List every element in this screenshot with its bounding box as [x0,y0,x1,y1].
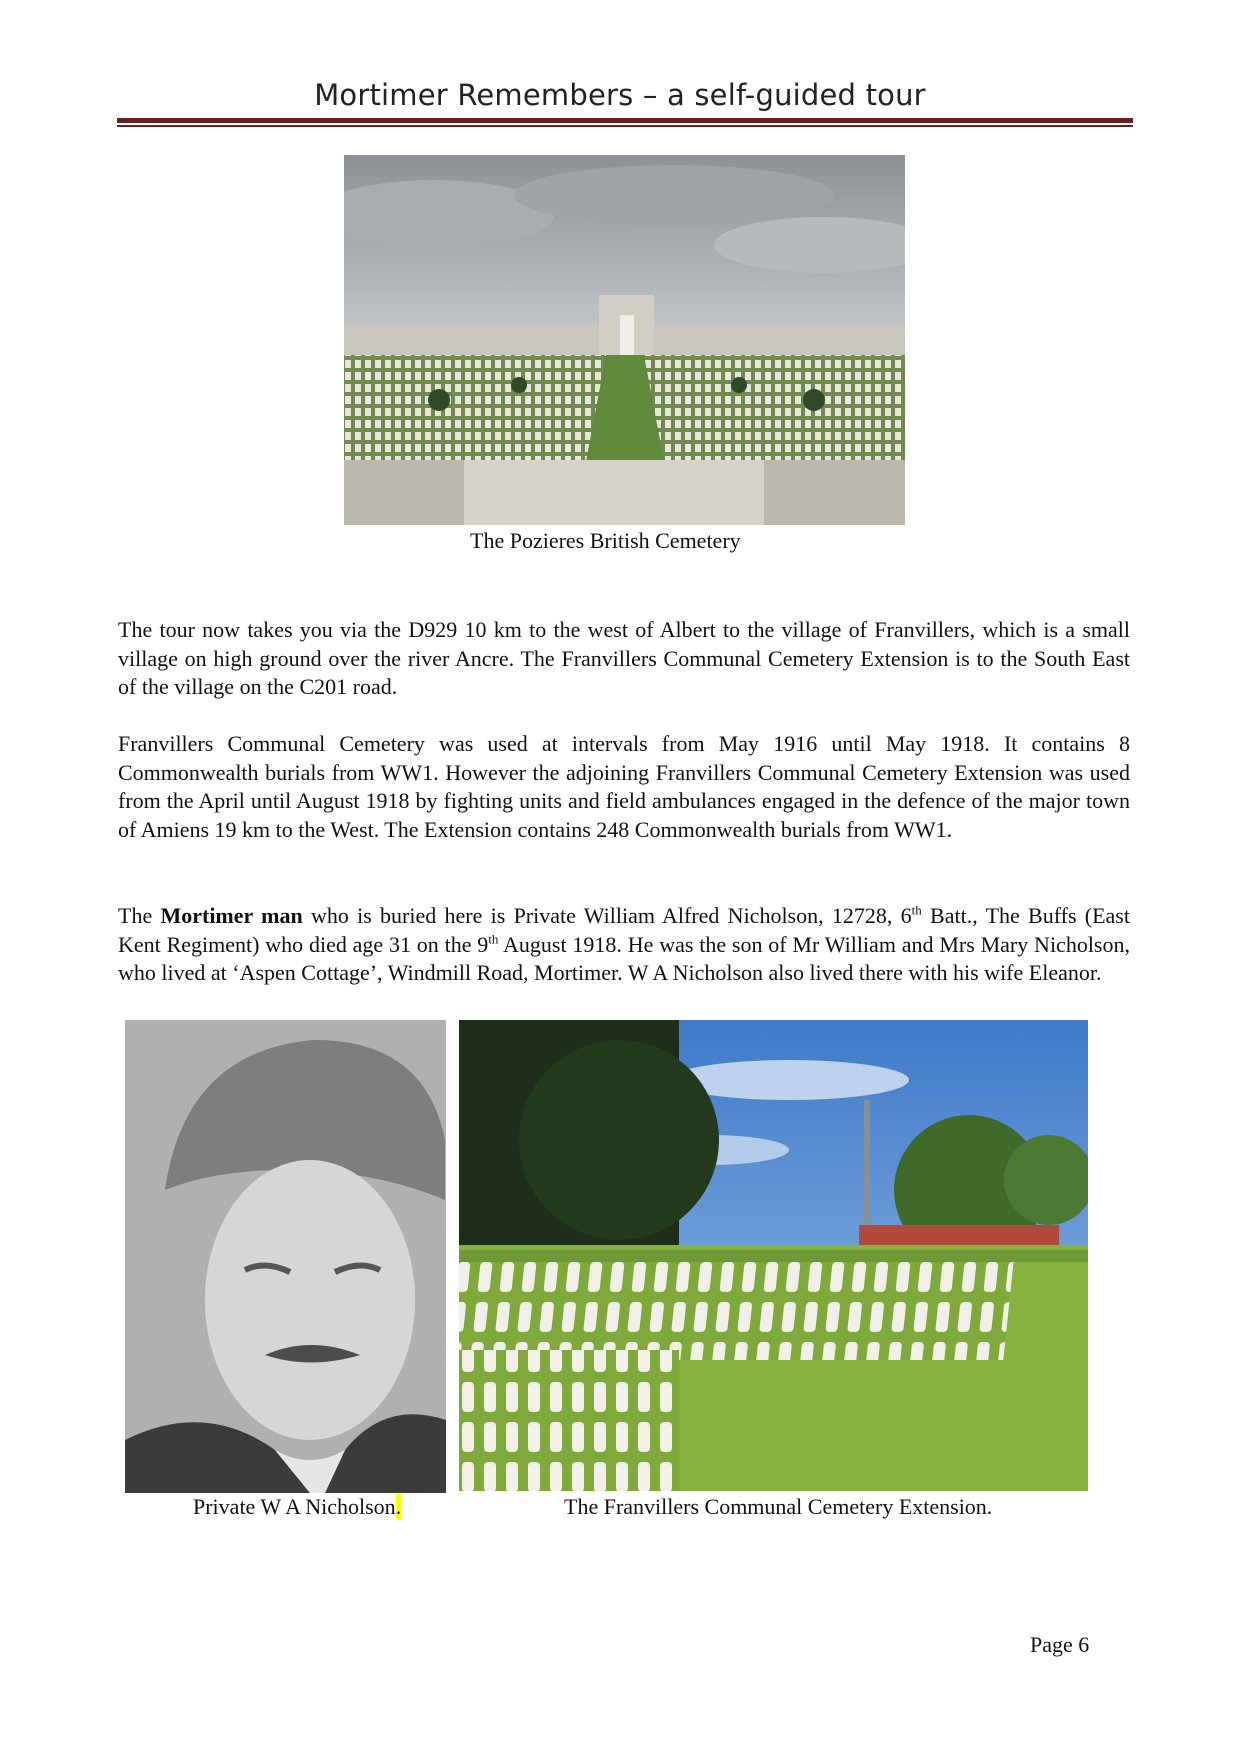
p3-text-b: Batt., The Buffs (East Kent Regiment) who died age 31 on the 9 [118,903,1130,957]
p3-bold-mortimer-man: Mortimer man [160,903,303,928]
p3-text-c: August 1918. He was the son of Mr William and Mrs Mary Nicholson, who lived at ‘Aspen Cottage’, Windmill Road, Mortimer. W A Nicholson also lived there with his wife Eleanor. [118,931,1130,985]
nicholson-caption-highlight: . [395,1494,402,1519]
p3-text-a: who is buried here is Private William Alfred Nicholson, 12728, 6 [302,903,912,928]
paragraph-1: The tour now takes you via the D929 10 km to the west of Albert to the village of Franvillers, which is a small village on high ground over the river Ancre. The Franvillers Communal Cemetery Extension is to the South East of the village on the C201 road. [118,617,1130,699]
nicholson-caption-text: Private W A Nicholson [193,1494,396,1519]
franvillers-caption: The Franvillers Communal Cemetery Extension. [564,1494,993,1519]
page-header-title: Mortimer Remembers – a self-guided tour [314,78,926,112]
pozieres-cemetery-photo [344,155,905,525]
p3-sup-1: th [911,902,922,918]
paragraph-2: Franvillers Communal Cemetery was used at intervals from May 1916 until May 1918. It contains 8 Commonwealth burials from WW1. However the adjoining Franvillers Communal Cemetery Extension was used from the April until August 1918 by fighting units and field ambulances engaged in the defence of the major town of Amiens 19 km to the West. The Extension contains 248 Commonwealth burials from WW1. [118,731,1130,842]
nicholson-caption [193,1494,401,1520]
page-number: Page 6 [1030,1632,1090,1657]
header-rule-thick [117,118,1133,123]
nicholson-portrait-photo [125,1020,446,1493]
p3-lead: The [118,903,161,928]
p3-sup-2: th [488,931,499,947]
pozieres-caption: The Pozieres British Cemetery [470,528,741,553]
paragraph-3 [118,902,1130,988]
franvillers-cemetery-photo [459,1020,1088,1491]
header-rule-thin [117,125,1133,127]
